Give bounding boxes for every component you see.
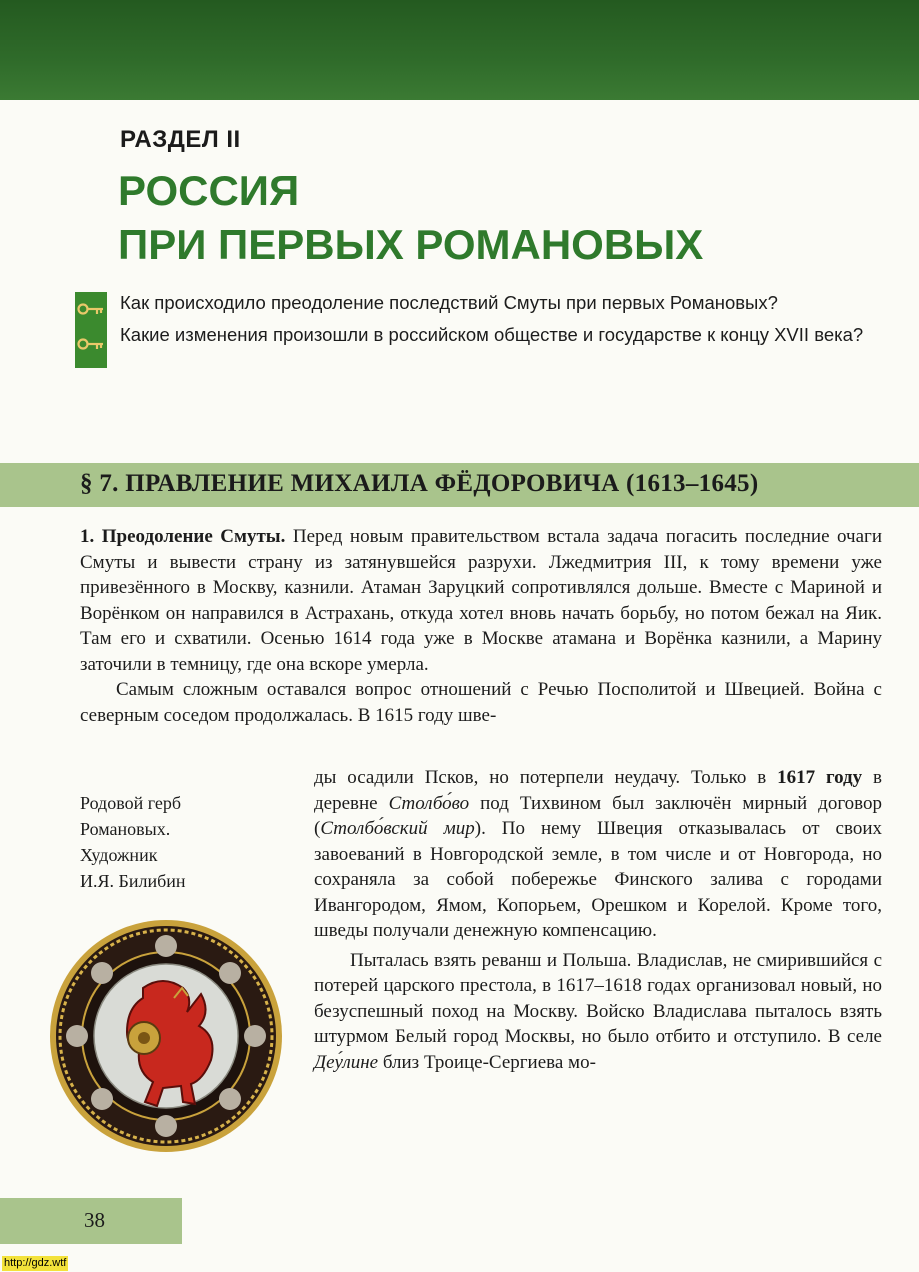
paragraph-1 (80, 524, 882, 677)
italic-term: Деу́лине (314, 1051, 379, 1073)
paragraph-2-start: Самым сложным оставался вопрос отношений с Речью Посполитой и Швецией. Война с северным соседом продолжалась. В 1615 году шве- (80, 679, 882, 726)
text-run: в деревне (314, 767, 883, 814)
page-number: 38 (84, 1208, 105, 1232)
body-text-full-width (80, 524, 882, 728)
italic-term: Столбо́во (388, 792, 470, 814)
paragraph-1-text: Перед новым правительством встала задача погасить последние очаги Смуты и вывести страну из затянувшейся разрухи. Лжедмитрия III, к тому времени уже привезённого в Москву, казнили. Атаман Заруцкий сопротивлялся дольше. Вместе с Мариной и Ворёнком он направился в Астрахань, откуда хотел вновь начать борьбу, но потом бежал на Яик. Там его и схватили. Осенью 1614 года уже в Москве атамана и Ворёнка казнили, а Марину заточили в темницу, где она вскоре умерла. (80, 526, 882, 675)
caption-line: Романовых. (80, 819, 171, 839)
text-run: Пыталась взять реванш и Польша. Владислав, не смирившийся с потерей царского престола, в 1617–1618 годах организовал новый, но безуспешный поход на Москву. Войско Владислава пыталось взять штурмом Белый город Москвы, но было отбито и отступило. В селе (314, 949, 882, 1047)
text-run: под Тихвином был заключён мирный договор ( (314, 792, 882, 839)
section-title (118, 164, 703, 272)
image-caption (80, 790, 300, 894)
bold-date: 1617 году (777, 767, 863, 788)
text-run: ды осадили Псков, но потерпели неудачу. Только в (314, 767, 778, 788)
section-title-line-1: РОССИЯ (118, 167, 300, 214)
text-run: близ Троице-Сергиева мо- (378, 1051, 596, 1073)
romanov-coat-of-arms-icon (48, 918, 284, 1154)
section-label: РАЗДЕЛ II (120, 126, 241, 153)
caption-line: И.Я. Билибин (80, 871, 186, 891)
question-item: Какие изменения произошли в российском обществе и государстве к концу XVII века? (120, 324, 864, 345)
paragraph-3 (314, 948, 882, 1076)
caption-line: Родовой герб (80, 793, 182, 813)
paragraph-title: § 7. ПРАВЛЕНИЕ МИХАИЛА ФЁДОРОВИЧА (1613–1645) (80, 470, 759, 497)
italic-term: Столбо́вский мир (320, 818, 475, 839)
text-run: ). По нему Швеция отказывалась от своих завоеваний в Новгородской земле, в том числе и от Новгорода, но сохраняла за собой побережье Финского залива с городами Ивангородом, Ямом, Копорьем, Орешком и Корелой. Кроме того, шведы получали денежную компенсацию. (314, 818, 882, 941)
paragraph-2-continued (314, 765, 882, 944)
body-text-column (314, 765, 882, 1075)
paragraph-1-heading: 1. Преодоление Смуты. (80, 526, 286, 547)
caption-line: Художник (80, 845, 158, 865)
question-item: Как происходило преодоление последствий Смуты при первых Романовых? (120, 292, 778, 313)
section-title-line-2: ПРИ ПЕРВЫХ РОМАНОВЫХ (118, 221, 704, 268)
watermark-url: http://gdz.wtf (4, 1257, 67, 1269)
top-green-band (0, 0, 919, 100)
chapter-questions (75, 290, 895, 348)
